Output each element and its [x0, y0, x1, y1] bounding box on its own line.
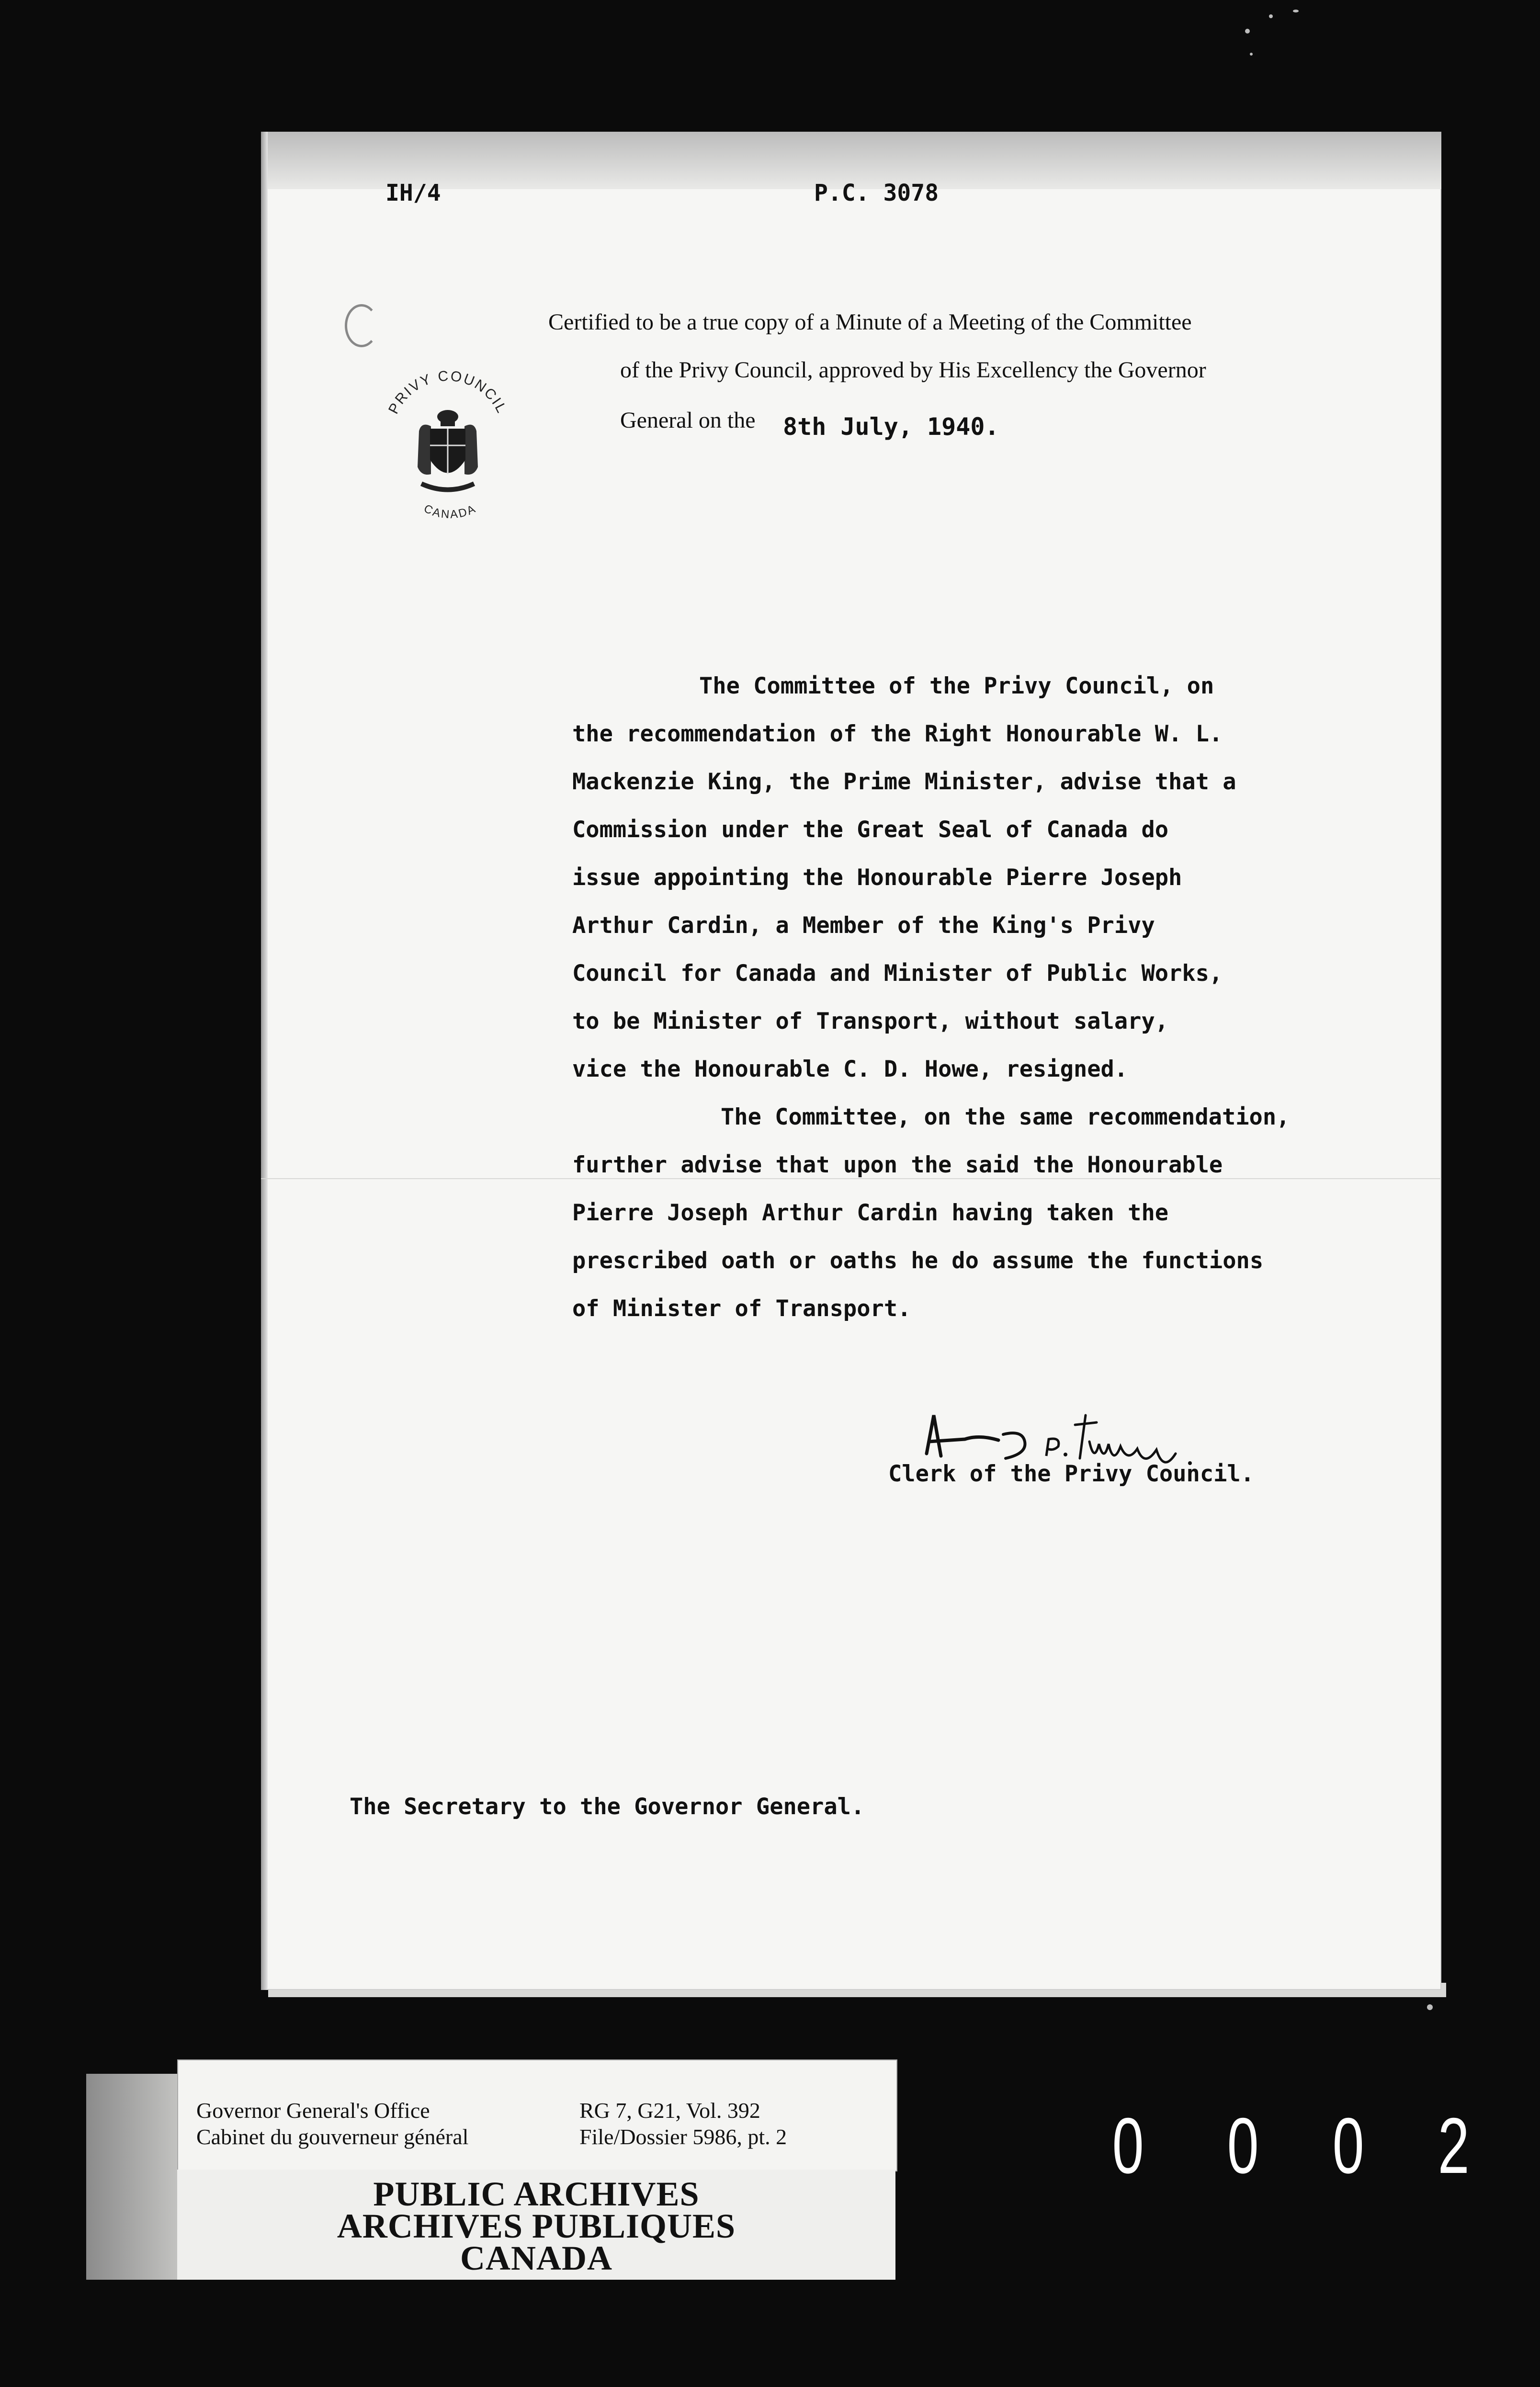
file-reference: IH/4: [385, 180, 441, 206]
dust-speck: [1250, 53, 1253, 56]
body-line: Commission under the Great Seal of Canada do: [572, 817, 1169, 843]
seal-top-text: PRIVY COUNCIL: [385, 368, 510, 417]
dust-speck: [1293, 10, 1299, 12]
body-line: The Committee of the Privy Council, on: [699, 673, 1214, 699]
body-line: of Minister of Transport.: [572, 1296, 911, 1322]
frame-number-digit: 0: [1332, 2102, 1364, 2190]
body-line: Mackenzie King, the Prime Minister, advise that a: [572, 769, 1236, 795]
svg-text:PRIVY COUNCIL: [385, 368, 510, 416]
svg-text:CANADA: [422, 502, 478, 521]
signature-title: Clerk of the Privy Council.: [888, 1461, 1255, 1487]
frame-number-digit: 2: [1438, 2102, 1470, 2190]
office-name-french: Cabinet du gouverneur général: [196, 2125, 469, 2149]
body-line: Pierre Joseph Arthur Cardin having taken the: [572, 1200, 1169, 1226]
body-line: further advise that upon the said the Honourable: [572, 1152, 1223, 1178]
dust-speck: [1269, 14, 1273, 18]
record-group-reference: RG 7, G21, Vol. 392: [579, 2098, 760, 2123]
dust-speck: [1427, 2004, 1433, 2010]
privy-council-seal: [374, 359, 517, 560]
order-in-council-number: P.C. 3078: [814, 180, 939, 206]
addressee-line: The Secretary to the Governor General.: [350, 1794, 865, 1820]
body-line: to be Minister of Transport, without salary,: [572, 1008, 1169, 1034]
stamp-line-public-archives: PUBLIC ARCHIVES: [373, 2175, 700, 2213]
body-line: prescribed oath or oaths he do assume the functions: [572, 1248, 1264, 1274]
frame-number-digit: 0: [1227, 2102, 1259, 2190]
body-line: the recommendation of the Right Honourable W. L.: [572, 721, 1223, 747]
seal-bottom-text: CANADA: [421, 502, 479, 522]
certification-line-1: Certified to be a true copy of a Minute of a Meeting of the Committee: [548, 309, 1192, 335]
stamp-line-canada: CANADA: [460, 2239, 612, 2277]
page-fold-line: [261, 1178, 1441, 1179]
body-line: Council for Canada and Minister of Public Works,: [572, 960, 1223, 987]
body-line: The Committee, on the same recommendation,: [721, 1104, 1290, 1130]
coat-of-arms-icon: [418, 410, 478, 490]
archive-label-edge: [86, 2074, 177, 2280]
certification-line-3: General on the: [620, 408, 756, 433]
body-line: Arthur Cardin, a Member of the King's Privy: [572, 912, 1155, 939]
approval-date: 8th July, 1940.: [783, 413, 999, 441]
frame-number-digit: 0: [1112, 2102, 1144, 2190]
body-line: issue appointing the Honourable Pierre Joseph: [572, 864, 1182, 891]
page-left-edge: [261, 132, 268, 1990]
stamp-line-archives-publiques: ARCHIVES PUBLIQUES: [337, 2207, 736, 2245]
file-dossier-reference: File/Dossier 5986, pt. 2: [579, 2125, 787, 2149]
dust-speck: [1245, 29, 1250, 34]
punch-hole-mark: [345, 304, 378, 347]
body-line: vice the Honourable C. D. Howe, resigned.: [572, 1056, 1128, 1082]
office-name-english: Governor General's Office: [196, 2098, 430, 2123]
certification-line-2: of the Privy Council, approved by His Excellency the Governor: [620, 357, 1206, 383]
document-page: [261, 132, 1441, 1990]
